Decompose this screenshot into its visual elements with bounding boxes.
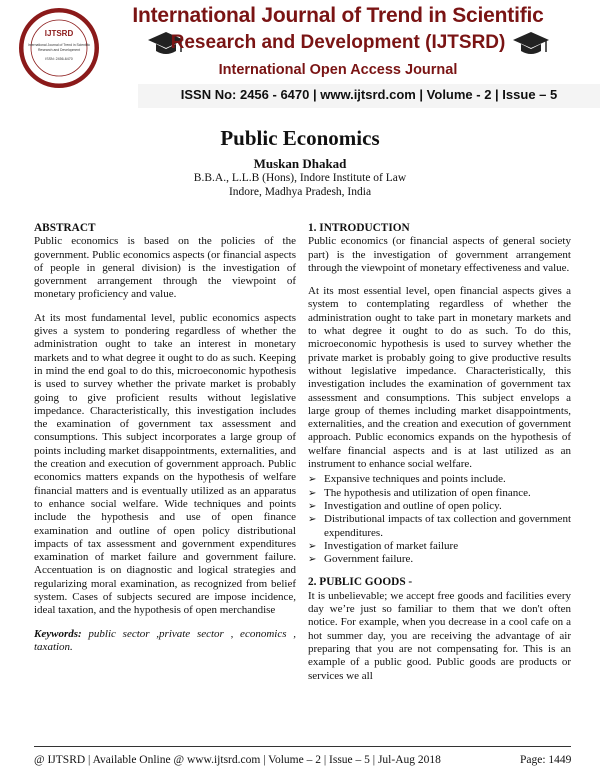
footer-divider bbox=[34, 746, 571, 747]
page-footer bbox=[0, 746, 600, 776]
author-name: Muskan Dhakad bbox=[253, 156, 347, 171]
list-item-text: Investigation of market failure bbox=[324, 539, 459, 552]
right-column bbox=[308, 222, 571, 693]
arrow-bullet-icon: ➢ bbox=[308, 540, 317, 552]
arrow-bullet-icon: ➢ bbox=[308, 514, 317, 526]
list-item-text: Government failure. bbox=[324, 553, 414, 566]
bullet-list bbox=[308, 473, 571, 566]
introduction-paragraph-1: Public economics (or financial aspects of general society part) is the investigation of government arrangement through the viewpoint of monetary effectiveness and value. bbox=[308, 235, 571, 274]
footer-left-text: @ IJTSRD | Available Online @ www.ijtsrd.com | Volume – 2 | Issue – 5 | Jul-Aug 2018 bbox=[34, 754, 441, 766]
list-item bbox=[308, 473, 571, 486]
list-item-text: The hypothesis and utilization of open finance. bbox=[324, 486, 531, 499]
journal-subtitle: International Open Access Journal bbox=[218, 62, 458, 78]
logo-line-2: Research and Development bbox=[37, 48, 81, 52]
abstract-heading: ABSTRACT bbox=[34, 222, 96, 234]
list-item bbox=[308, 513, 571, 540]
author-affiliation-1: B.B.A., L.L.B (Hons), Indore Institute of Law bbox=[193, 172, 407, 184]
list-item-text: Distributional impacts of tax collection and government expenditures. bbox=[324, 513, 571, 539]
introduction-paragraph-2: At its most essential level, open financial aspects gives a system to contemplating regardless of whether the administration ought to take part in monetary markets and to what degree it ought to do as such. To do this, microeconomic hypothesis is used to survey whether the private market is probably going to give productive results without legislative impedance. Characteristically, this investigation includes the examination of government tax assessment and consumptions. This subject envelops a large group of themes including market disappointments, externalities, and the creation and execution of government approach. Public economics expands on the hypothesis of welfare financial aspects and is at last utilized as an instrument to enhance social welfare. bbox=[308, 285, 571, 471]
author-affiliation-2: Indore, Madhya Pradesh, India bbox=[228, 186, 372, 198]
abstract-paragraph-1: Public economics is based on the policies of the government. Public economics aspects (or financial aspects of people in general division) is the investigation of government arrangement through the viewpoint of monetary proficiency and value. bbox=[34, 235, 296, 301]
arrow-bullet-icon: ➢ bbox=[308, 554, 317, 566]
arrow-bullet-icon: ➢ bbox=[308, 500, 317, 512]
journal-title-line-1: International Journal of Trend in Scientific bbox=[132, 4, 544, 27]
keywords-text: public sector ,private sector , economics , taxation. bbox=[34, 627, 296, 653]
abstract-paragraph-2: At its most fundamental level, public economics aspects gives a system to pondering regardless of whether the administration ought to take an interest in monetary markets and to what degree it ought to do as such. Keeping in mind the end goal to do this, microeconomic hypothesis is used to survey whether the private market is probably going to give proficient results without legislative impedance. Characteristically, this investigation includes the examination of government tax assessment and consumptions. This subject incorporates a large group of points including market disappointments, externalities, and the creation and execution of government approach. Public economics matters expands on the hypothesis of welfare financial matters and is eventually utilized as an apparatus to enhance social welfare. Wide techniques and points include the hypothesis and use of open finance examination and outline of open policy distributional impacts of tax assessment and government expenditures examination of market failure and government failure. Accentuation is on diagnostic and logical strategies and regularizing moral examination, as recognized from belief system. Cases of subjects secured are impose incidence, ideal taxation, and the hypothesis of open merchandise bbox=[34, 311, 296, 617]
list-item bbox=[308, 500, 571, 513]
list-item bbox=[308, 540, 571, 553]
list-item-text: Expansive techniques and points include. bbox=[324, 473, 506, 486]
logo-title: IJTSRD bbox=[44, 29, 74, 38]
public-goods-paragraph-1: It is unbelievable; we accept free goods and facilities every day we’re just so familiar to them that we don't often notice. For example, when you decrease in a cool cafe on a hot summer day, you are receiving the advantage of air preparing that you are not compensating for. This is an example of a public good. Public goods are products or services we all bbox=[308, 589, 571, 682]
public-goods-heading: 2. PUBLIC GOODS - bbox=[308, 576, 413, 589]
left-column bbox=[34, 222, 296, 664]
keywords-label: Keywords: bbox=[34, 627, 82, 640]
list-item bbox=[308, 553, 571, 566]
introduction-heading: 1. INTRODUCTION bbox=[308, 222, 410, 234]
issn-line: ISSN No: 2456 - 6470 | www.ijtsrd.com | Volume - 2 | Issue – 5 bbox=[180, 87, 558, 102]
footer-page-number: Page: 1449 bbox=[520, 754, 572, 766]
arrow-bullet-icon: ➢ bbox=[308, 487, 317, 499]
logo-line-1: International Journal of Trend in Scientific bbox=[27, 43, 91, 47]
journal-header bbox=[0, 0, 600, 95]
paper-title: Public Economics bbox=[220, 126, 380, 150]
list-item bbox=[308, 487, 571, 500]
arrow-bullet-icon: ➢ bbox=[308, 474, 317, 486]
journal-title-line-2: Research and Development (IJTSRD) bbox=[170, 32, 506, 53]
list-item-text: Investigation and outline of open policy. bbox=[324, 499, 502, 512]
keywords bbox=[34, 628, 296, 655]
logo-issn: ISSN: 2456-6470 bbox=[45, 57, 73, 61]
